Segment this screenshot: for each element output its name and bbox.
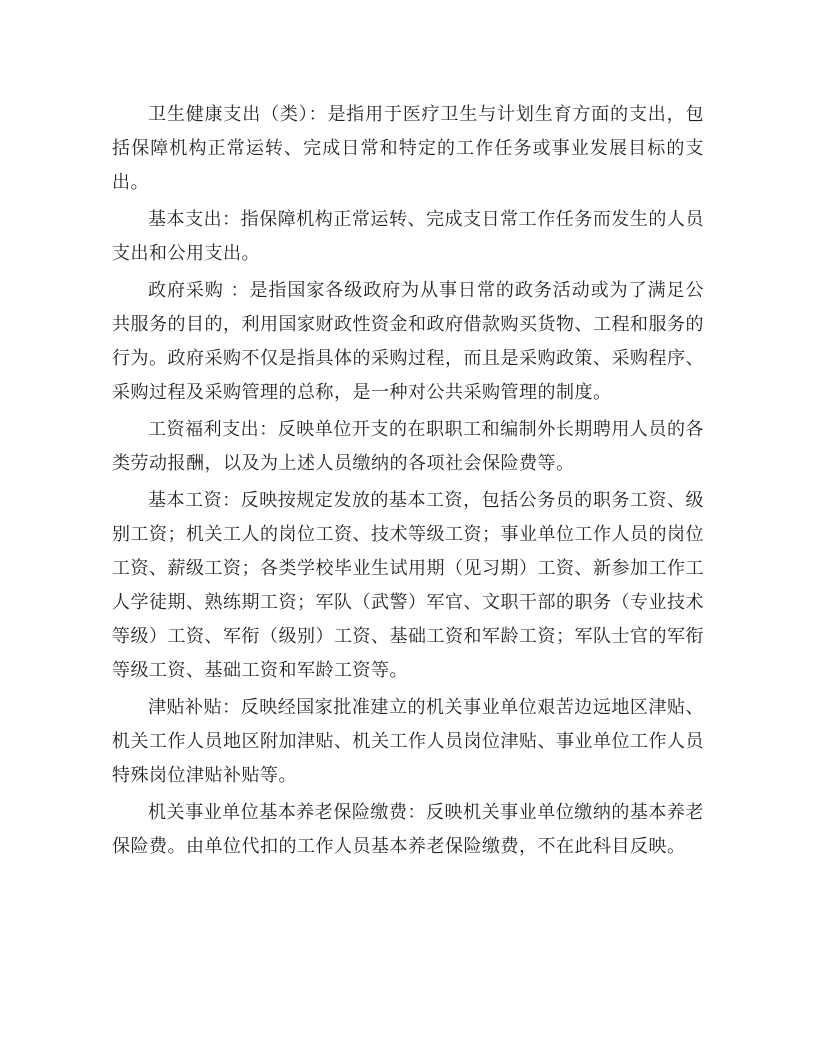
paragraph-allowances: 津贴补贴：反映经国家批准建立的机关事业单位艰苦边远地区津贴、机关工作人员地区附加津贴、机关工作人员岗位津贴、事业单位工作人员特殊岗位津贴补贴等。 — [112, 697, 704, 786]
paragraph-basic-wages: 基本工资：反映按规定发放的基本工资，包括公务员的职务工资、级别工资；机关工人的岗位工资、技术等级工资；事业单位工作人员的岗位工资、薪级工资；各类学校毕业生试用期（见习期）工资、新参加工作工人学徒期、熟练期工资；军队（武警）军官、文职干部的职务（专业技术等级）工资、军衔（级别）工资、基础工资和军龄工资；军队士官的军衔等级工资、基础工资和军龄工资等。 — [112, 490, 704, 681]
paragraph-wages-welfare: 工资福利支出：反映单位开支的在职职工和编制外长期聘用人员的各类劳动报酬，以及为上述人员缴纳的各项社会保险费等。 — [112, 419, 704, 474]
paragraph-health-expenditure: 卫生健康支出（类）：是指用于医疗卫生与计划生育方面的支出，包括保障机构正常运转、完成日常和特定的工作任务或事业发展目标的支出。 — [112, 104, 704, 193]
paragraph-government-procurement: 政府采购 ：是指国家各级政府为从事日常的政务活动或为了满足公共服务的目的，利用国家财政性资金和政府借款购买货物、工程和服务的行为。政府采购不仅是指具体的采购过程，而且是采购政策、采购程序、采购过程及采购管理的总称，是一种对公共采购管理的制度。 — [112, 280, 704, 403]
paragraph-basic-expenditure: 基本支出：指保障机构正常运转、完成支日常工作任务而发生的人员支出和公用支出。 — [112, 209, 704, 264]
paragraph-pension-insurance: 机关事业单位基本养老保险缴费：反映机关事业单位缴纳的基本养老保险费。由单位代扣的工作人员基本养老保险缴费，不在此科目反映。 — [112, 802, 704, 857]
document-body — [112, 98, 704, 867]
